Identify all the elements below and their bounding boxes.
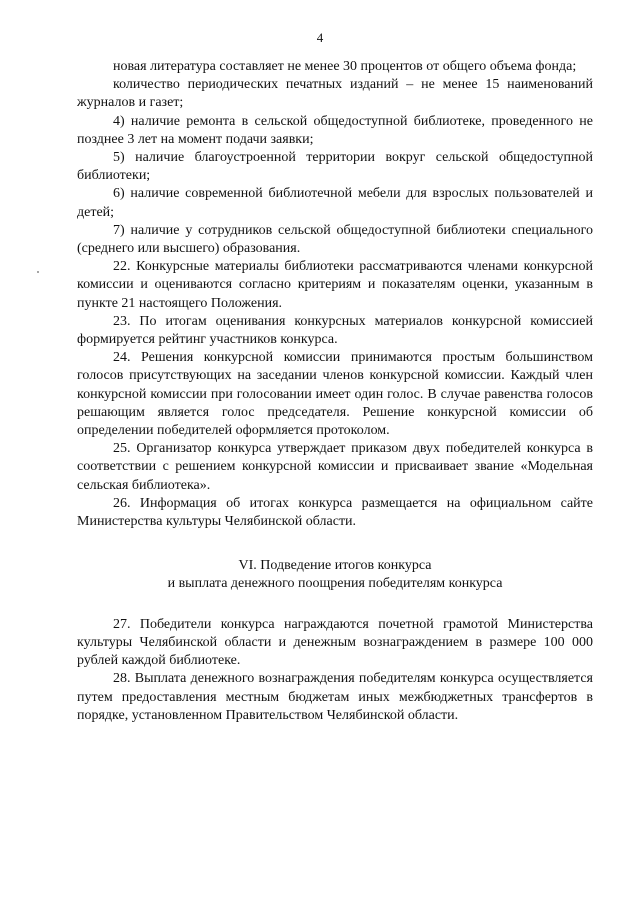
- paragraph-24: 24. Решения конкурсной комиссии принимаются простым большинством голосов присутствующих на заседании членов конкурсной комиссии. Каждый член конкурсной комиссии при голосовании имеет один голос. В случае равенства голосов решающим является голос председателя. Решение конкурсной комиссии об определении победителей оформляется протоколом.: [77, 350, 593, 439]
- document-body: [77, 58, 593, 725]
- section-heading-vi: [77, 557, 593, 593]
- section-heading-line-2: и выплата денежного поощрения победителям конкурса: [167, 576, 503, 592]
- paragraph-23: 23. По итогам оценивания конкурсных материалов конкурсной комиссией формируется рейтинг участников конкурса.: [77, 313, 593, 348]
- paragraph-new-literature: новая литература составляет не менее 30 процентов от общего объема фонда;: [113, 59, 577, 74]
- paragraph-item-6-furniture: 6) наличие современной библиотечной мебели для взрослых пользователей и детей;: [77, 186, 593, 220]
- paragraph-22: 22. Конкурсные материалы библиотеки рассматриваются членами конкурсной комиссии и оцениваются согласно критериям и показателям оценки, указанным в пункте 21 настоящего Положения.: [77, 259, 593, 311]
- paragraph-25: 25. Организатор конкурса утверждает приказом двух победителей конкурса в соответствии с решением конкурсной комиссии и присваивает звание «Модельная сельская библиотека».: [77, 441, 593, 493]
- paragraph-item-5-territory: 5) наличие благоустроенной территории вокруг сельской общедоступной библиотеки;: [77, 150, 593, 184]
- paragraph-26: 26. Информация об итогах конкурса размещается на официальном сайте Министерства культуры Челябинской области.: [77, 495, 593, 530]
- page-number: 4: [316, 30, 324, 45]
- scan-mark: [37, 271, 39, 273]
- paragraph-27: 27. Победители конкурса награждаются почетной грамотой Министерства культуры Челябинской области и денежным вознаграждением в размере 100 000 рублей каждой библиотеке.: [77, 616, 593, 669]
- paragraph-item-7-education: 7) наличие у сотрудников сельской общедоступной библиотеки специального (среднего или высшего) образования.: [77, 222, 593, 257]
- paragraph-item-4-repair: 4) наличие ремонта в сельской общедоступной библиотеке, проведенного не позднее 3 лет на момент подачи заявки;: [77, 113, 593, 147]
- section-heading-line-1: VI. Подведение итогов конкурса: [238, 558, 432, 574]
- paragraph-28: 28. Выплата денежного вознаграждения победителям конкурса осуществляется путем предоставления местным бюджетам иных межбюджетных трансфертов в порядке, установленном Правительством Челябинской области.: [77, 671, 593, 723]
- paragraph-periodicals: количество периодических печатных изданий – не менее 15 наименований журналов и газет;: [77, 77, 593, 111]
